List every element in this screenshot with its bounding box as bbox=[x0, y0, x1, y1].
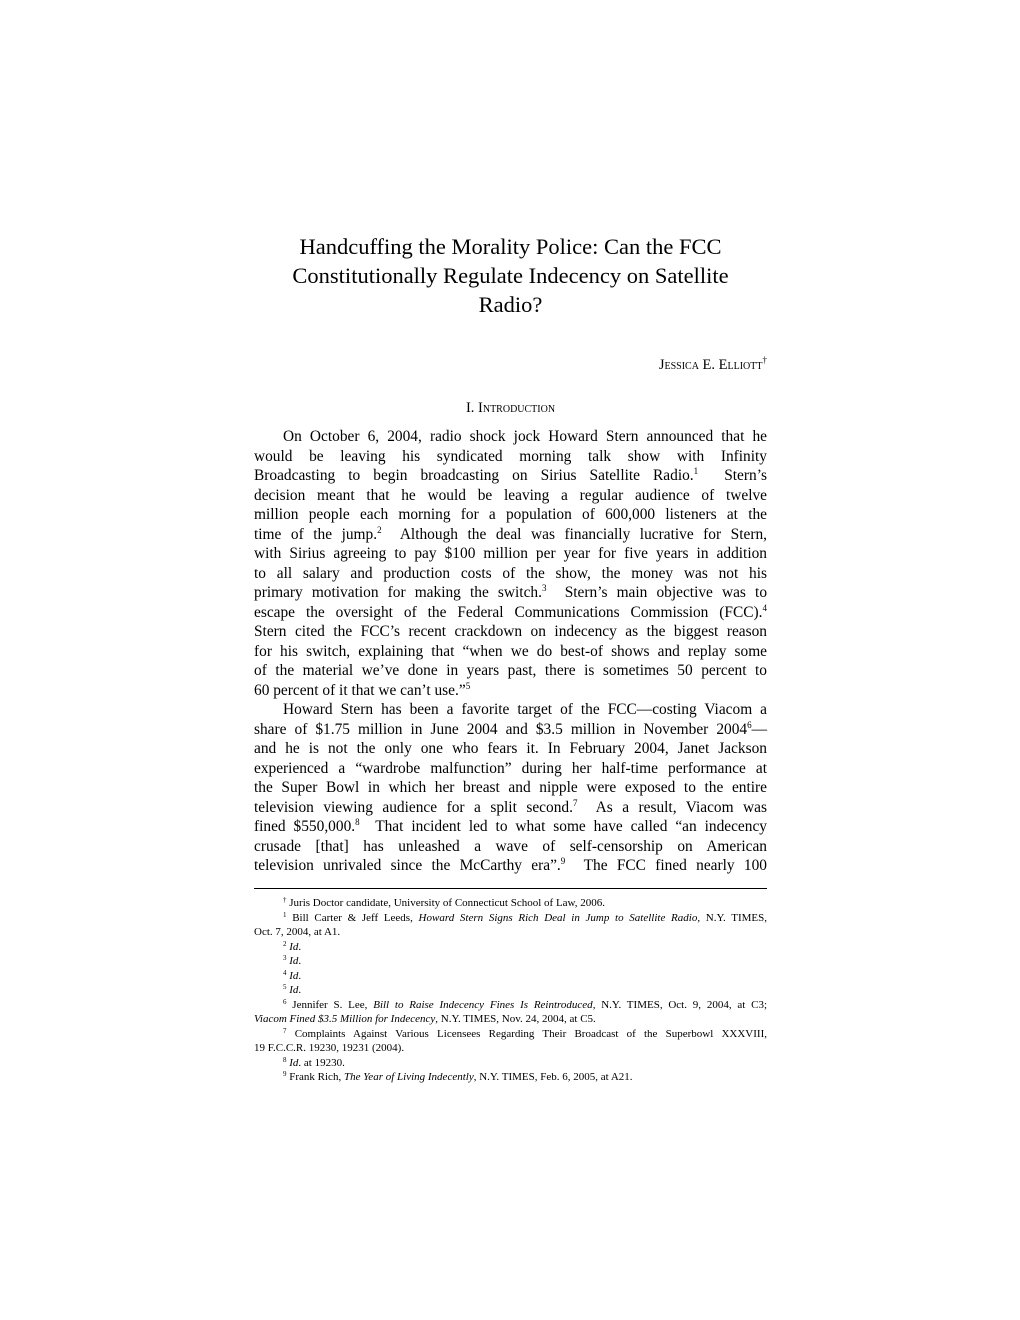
footnote-ref: 1 bbox=[693, 466, 699, 476]
body-line: 60 percent of it that we can’t use.”$^5$ bbox=[254, 680, 471, 699]
body-line: fined $550,000.$^8$ That incident led to what some have called “an indecency bbox=[254, 817, 767, 835]
footnote-ref: 3 bbox=[541, 583, 547, 593]
body-line: for his switch, explaining that “when we do best-of shows and replay some bbox=[254, 642, 767, 660]
section-heading: I. Introduction bbox=[465, 400, 556, 416]
footnote-continued: Oct. 7, 2004, at A1. bbox=[254, 926, 341, 938]
footnote-ref: 4 bbox=[762, 602, 767, 613]
body-line: share of $1.75 million in June 2004 and $3.5 million in November 2004$^6$— bbox=[254, 719, 767, 738]
body-line: television viewing audience for a split second.$^7$ As a result, Viacom was bbox=[254, 797, 767, 816]
footnote: $^3$ Id. bbox=[283, 954, 302, 967]
body-line: of the material we’ve done in years past, there is sometimes 50 percent to bbox=[254, 662, 767, 679]
title-line: Constitutionally Regulate Indecency on Satellite bbox=[292, 263, 729, 288]
footnote: $^1$ Bill Carter & Jeff Leeds, Howard Stern Signs Rich Deal in Jump to Satellite Radio, N.Y. TIMES, bbox=[283, 910, 767, 924]
body-line: television unrivaled since the McCarthy era”.$^9$ The FCC fined nearly 100 bbox=[254, 856, 767, 874]
title-line: Handcuffing the Morality Police: Can the FCC bbox=[299, 234, 722, 259]
body-line: million people each morning for a population of 600,000 listeners at the bbox=[254, 506, 767, 523]
author-footnote-mark: † bbox=[762, 355, 767, 365]
article-title bbox=[254, 232, 767, 319]
body-line: time of the jump.$^2$ Although the deal was financially lucrative for Stern, bbox=[254, 524, 767, 543]
footnote-ref: 9 bbox=[560, 856, 566, 866]
body-line: to all salary and production costs of the show, the money was not his bbox=[254, 564, 767, 582]
footnote: $^2$ Id. bbox=[283, 939, 302, 953]
footnotes bbox=[254, 896, 767, 1085]
body-line: the Super Bowl in which her breast and nipple were exposed to the entire bbox=[254, 779, 767, 796]
body-line: crusade [that] has unleashed a wave of self-censorship on American bbox=[254, 837, 767, 855]
footnote-divider bbox=[254, 888, 767, 889]
footnote: $^8$ Id. at 19230. bbox=[283, 1055, 345, 1069]
footnote-continued: 19 F.C.C.R. 19230, 19231 (2004). bbox=[254, 1042, 405, 1054]
body-line: Howard Stern has been a favorite target of the FCC—costing Viacom a bbox=[283, 701, 767, 718]
body-line: escape the oversight of the Federal Communications Commission (FCC).$^4$ bbox=[254, 602, 767, 621]
author-name: Jessica E. Elliott bbox=[658, 357, 763, 373]
body-line: decision meant that he would be leaving a regular audience of twelve bbox=[254, 486, 767, 504]
footnote: $^4$ Id. bbox=[283, 968, 302, 982]
footnote: † Juris Doctor candidate, University of Connecticut School of Law, 2006. bbox=[283, 896, 606, 909]
body-text bbox=[254, 427, 767, 876]
body-line: would be leaving his syndicated morning talk show with Infinity bbox=[254, 447, 767, 465]
body-line: and he is not the only one who fears it. In February 2004, Janet Jackson bbox=[254, 740, 767, 757]
footnote-continued: Viacom Fined $3.5 Million for Indecency, N.Y. TIMES, Nov. 24, 2004, at C5. bbox=[254, 1013, 596, 1025]
body-line: experienced a “wardrobe malfunction” during her half-time performance at bbox=[254, 759, 767, 777]
footnote: $^6$ Jennifer S. Lee, Bill to Raise Indecency Fines Is Reintroduced, N.Y. TIMES, Oct. 9, 2004, at C3; bbox=[283, 997, 768, 1011]
footnote-ref: 2 bbox=[377, 524, 382, 535]
footnote: $^9$ Frank Rich, The Year of Living Indecently, N.Y. TIMES, Feb. 6, 2005, at A21. bbox=[283, 1070, 633, 1083]
body-line: On October 6, 2004, radio shock jock Howard Stern announced that he bbox=[283, 428, 767, 445]
footnote-ref: 7 bbox=[572, 797, 578, 808]
body-line: Stern cited the FCC’s recent crackdown on indecency as the biggest reason bbox=[254, 623, 767, 640]
footnote: $^7$ Complaints Against Various Licensees Regarding Their Broadcast of the Superbowl XXXVIII, bbox=[283, 1026, 767, 1040]
body-line: with Sirius agreeing to pay $100 million per year for five years in addition bbox=[254, 545, 767, 562]
footnote: $^5$ Id. bbox=[283, 983, 302, 996]
footnote-ref: 8 bbox=[355, 817, 360, 827]
footnote-ref: 5 bbox=[465, 680, 471, 691]
title-line: Radio? bbox=[478, 292, 543, 317]
body-line: Broadcasting to begin broadcasting on Sirius Satellite Radio.$^1$ Stern’s bbox=[254, 466, 767, 484]
author-byline bbox=[254, 356, 767, 374]
footnote-ref: 6 bbox=[747, 719, 752, 730]
body-line: primary motivation for making the switch.$^3$ Stern’s main objective was to bbox=[254, 583, 768, 601]
